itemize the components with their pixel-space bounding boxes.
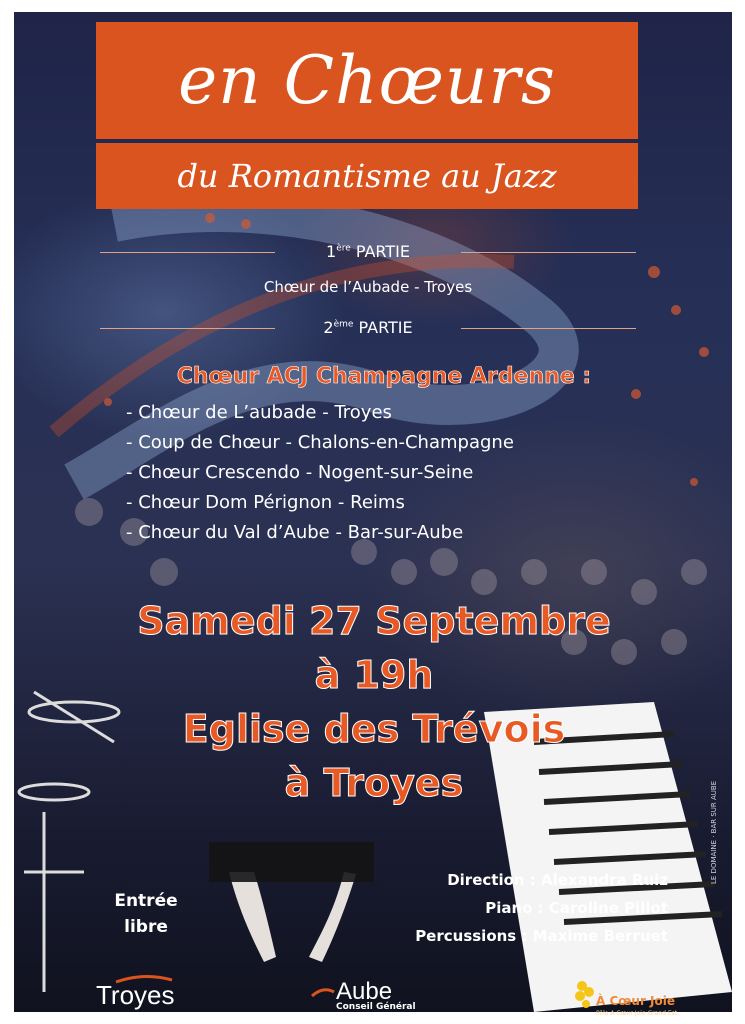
- choir-list: [126, 398, 514, 548]
- photo-credit: LE DOMAINE · BAR SUR AUBE: [710, 780, 718, 884]
- choir-item: - Chœur Crescendo - Nogent-sur-Seine: [126, 462, 474, 483]
- poster-subtitle: du Romantisme au Jazz: [177, 157, 557, 195]
- subtitle-banner: [96, 143, 638, 209]
- credit-piano: Piano : Caroline Pillot: [485, 899, 668, 917]
- acj-logo-name: À Cœur Joie: [596, 994, 676, 1008]
- event-time: à 19h: [314, 653, 434, 697]
- aube-logo-name: Aube: [336, 978, 393, 1005]
- divider-rule: [100, 328, 275, 329]
- event-venue: Eglise des Trévois: [182, 707, 566, 751]
- part2-ordinal: ème: [333, 319, 354, 330]
- aube-logo-subtitle: Conseil Général: [336, 1002, 416, 1012]
- poster-title: en Chœurs: [178, 42, 556, 119]
- part1-ordinal: ère: [336, 243, 351, 254]
- divider-rule: [461, 252, 636, 253]
- entry-line2: libre: [124, 917, 168, 937]
- part1-choir: Chœur de l’Aubade - Troyes: [263, 278, 473, 296]
- part2-heading: [100, 318, 636, 337]
- part1-label: PARTIE: [350, 242, 410, 261]
- part2-number: 2: [323, 318, 334, 337]
- aube-logo: [314, 978, 416, 1012]
- acj-heading: Chœur ACJ Champagne Ardenne :: [176, 364, 592, 389]
- aube-swoosh-icon: [312, 986, 334, 1000]
- acj-flower-icon: [574, 980, 596, 1010]
- acj-logo-subtitle: Pôle A Cœur Joie Grand Est: [596, 1010, 678, 1017]
- choir-item: - Coup de Chœur - Chalons-en-Champagne: [126, 432, 514, 453]
- event-city: à Troyes: [284, 761, 464, 805]
- event-details: [44, 594, 704, 810]
- choir-item: - Chœur de L’aubade - Troyes: [126, 402, 392, 423]
- choir-item: - Chœur du Val d’Aube - Bar-sur-Aube: [126, 522, 464, 543]
- entry-info: [96, 888, 196, 940]
- drummer-hands: [229, 872, 356, 962]
- event-date: Samedi 27 Septembre: [137, 599, 611, 643]
- choir-item: - Chœur Dom Pérignon - Reims: [126, 492, 405, 513]
- title-banner: [96, 22, 638, 139]
- drummer-torso: [209, 842, 374, 882]
- credit-percussions: Percussions : Maxime Berruet: [415, 927, 668, 945]
- part2-label: PARTIE: [353, 318, 413, 337]
- poster: [14, 12, 732, 1017]
- divider-rule: [100, 252, 275, 253]
- credit-direction: Direction : Alexandra Ruiz: [447, 871, 668, 889]
- part1-heading: [100, 242, 636, 261]
- part1-number: 1: [326, 242, 337, 261]
- troyes-logo: Troyes: [96, 980, 175, 1010]
- credits: [415, 866, 668, 950]
- divider-rule: [461, 328, 636, 329]
- entry-line1: Entrée: [114, 891, 178, 911]
